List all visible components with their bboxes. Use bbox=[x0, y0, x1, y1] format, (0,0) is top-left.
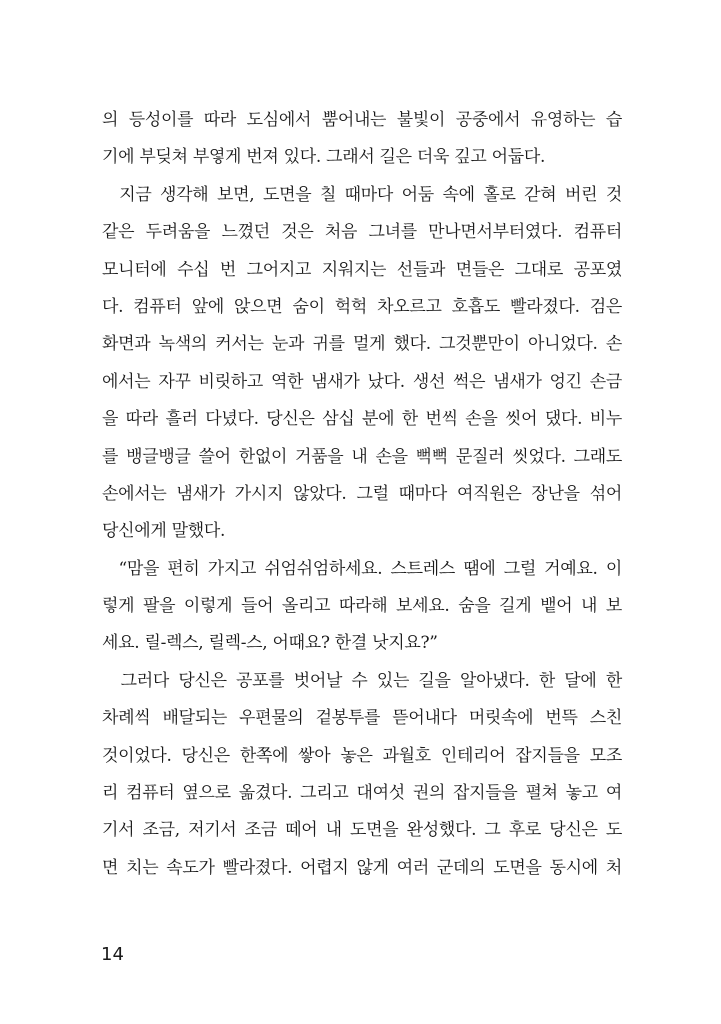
text-line: 세요. 릴-렉스, 릴렉-스, 어때요? 한결 낫지요?” bbox=[102, 633, 438, 654]
text-line: 손에서는 냄새가 가시지 않았다. 그럴 때마다 여직원은 장난을 섞어 bbox=[102, 483, 622, 504]
text-line: 을 따라 흘러 다녔다. 당신은 삼십 분에 한 번씩 손을 씻어 댔다. 비누 bbox=[102, 409, 622, 430]
text-line: 기서 조금, 저기서 조금 떼어 내 도면을 완성했다. 그 후로 당신은 도 bbox=[102, 820, 622, 841]
text-line: 렇게 팔을 이렇게 들어 올리고 따라해 보세요. 숨을 길게 뱉어 내 보 bbox=[102, 596, 622, 617]
text-line: 모니터에 수십 번 그어지고 지워지는 선들과 면들은 그대로 공포였 bbox=[102, 259, 622, 280]
text-line: 면 치는 속도가 빨라졌다. 어렵지 않게 여러 군데의 도면을 동시에 처 bbox=[102, 857, 622, 878]
text-line: 화면과 녹색의 커서는 눈과 귀를 멀게 했다. 그것뿐만이 아니었다. 손 bbox=[102, 334, 622, 355]
text-line: 당신에게 말했다. bbox=[102, 521, 226, 542]
text-line: 다. 컴퓨터 앞에 앉으면 숨이 헉헉 차오르고 호흡도 빨라졌다. 검은 bbox=[102, 296, 622, 317]
text-line: 지금 생각해 보면, 도면을 칠 때마다 어둠 속에 홀로 갇혀 버린 것 bbox=[102, 184, 622, 205]
text-line: 를 뱅글뱅글 쓸어 한없이 거품을 내 손을 뻑뻑 문질러 씻었다. 그래도 bbox=[102, 446, 622, 467]
text-line: 의 등성이를 따라 도심에서 뿜어내는 불빛이 공중에서 유영하는 습 bbox=[102, 110, 622, 130]
text-line: 차례씩 배달되는 우편물의 겉봉투를 뜯어내다 머릿속에 번뜩 스친 bbox=[102, 708, 622, 729]
text-line: 그러다 당신은 공포를 벗어날 수 있는 길을 알아냈다. 한 달에 한 bbox=[102, 670, 622, 691]
text-line: 리 컴퓨터 옆으로 옮겼다. 그리고 대여섯 권의 잡지들을 펼쳐 놓고 여 bbox=[102, 783, 622, 804]
text-line: 것이었다. 당신은 한쪽에 쌓아 놓은 과월호 인테리어 잡지들을 모조 bbox=[102, 745, 622, 766]
body-text bbox=[102, 102, 622, 887]
text-line: 에서는 자꾸 비릿하고 역한 냄새가 났다. 생선 썩은 냄새가 엉긴 손금 bbox=[102, 371, 622, 392]
text-line: 같은 두려움을 느꼈던 것은 처음 그녀를 만나면서부터였다. 컴퓨터 bbox=[102, 222, 622, 243]
text-line: “맘을 편히 가지고 쉬엄쉬엄하세요. 스트레스 땜에 그럴 거예요. 이 bbox=[102, 558, 622, 579]
page-number: 14 bbox=[101, 944, 124, 965]
text-line: 기에 부딪쳐 부옇게 번져 있다. 그래서 길은 더욱 깊고 어둡다. bbox=[102, 147, 546, 168]
